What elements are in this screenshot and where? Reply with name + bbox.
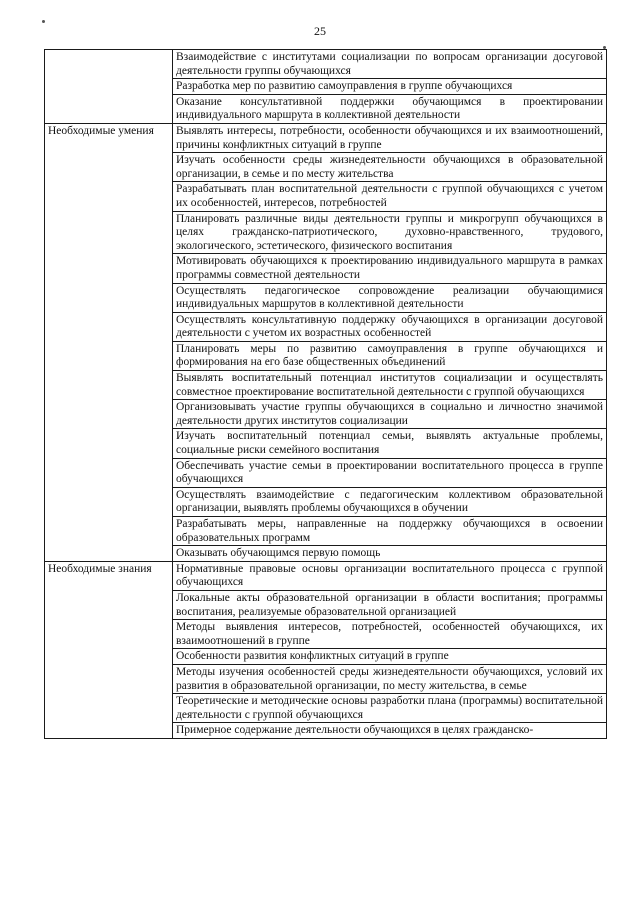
table-cell: Обеспечивать участие семьи в проектировании воспитательного процесса в группе обучающихся: [173, 458, 607, 487]
table-body: [45, 50, 607, 739]
table-cell: Мотивировать обучающихся к проектированию индивидуального маршрута в рамках программы совместной деятельности: [173, 254, 607, 283]
table-cell: Изучать воспитательный потенциал семьи, выявлять актуальные проблемы, социальные риски семейного воспитания: [173, 429, 607, 458]
table-cell: Изучать особенности среды жизнедеятельности обучающихся в образовательной организации, в семье и по месту жительства: [173, 153, 607, 182]
table-cell: Примерное содержание деятельности обучающихся в целях гражданско-: [173, 723, 607, 739]
table-cell: Выявлять интересы, потребности, особенности обучающихся и их взаимоотношений, причины конфликтных ситуаций в группе: [173, 123, 607, 152]
table-cell: Методы выявления интересов, потребностей, особенностей обучающихся, их взаимоотношений в группе: [173, 620, 607, 649]
section-label: Необходимые умения: [45, 123, 173, 561]
table-cell: Планировать различные виды деятельности группы и микрогрупп обучающихся в целях гражданско-патриотического, духовно-нравственного, трудового, экологического, эстетического, физического воспитания: [173, 211, 607, 254]
table-cell: Оказание консультативной поддержки обучающимся в проектировании индивидуального маршрута в коллективной деятельности: [173, 94, 607, 123]
table-row: [45, 561, 607, 590]
table-row: [45, 123, 607, 152]
table-cell: Планировать меры по развитию самоуправления в группе обучающихся и формирования на его базе общественных объединений: [173, 341, 607, 370]
table-cell: Взаимодействие с институтами социализации по вопросам организации досуговой деятельности группы обучающихся: [173, 50, 607, 79]
table-cell: Разрабатывать план воспитательной деятельности с группой обучающихся с учетом их особенностей, интересов, потребностей: [173, 182, 607, 211]
table-row: [45, 50, 607, 79]
table-cell: Теоретические и методические основы разработки плана (программы) воспитательной деятельности с группой обучающихся: [173, 694, 607, 723]
section-label: Необходимые знания: [45, 561, 173, 738]
table-cell: Разработка мер по развитию самоуправления в группе обучающихся: [173, 79, 607, 95]
table-cell: Организовывать участие группы обучающихся в социально и личностно значимой деятельности других институтов социализации: [173, 400, 607, 429]
table-cell: Осуществлять педагогическое сопровождение реализации обучающимися индивидуальных маршрутов в коллективной деятельности: [173, 283, 607, 312]
table-cell: Выявлять воспитательный потенциал институтов социализации и осуществлять совместное проектирование воспитательной деятельности с группой обучающихся: [173, 371, 607, 400]
page-number: 25: [314, 24, 326, 38]
table-cell: Разрабатывать меры, направленные на поддержку обучающихся в освоении образовательных программ: [173, 517, 607, 546]
scan-speck: [42, 20, 45, 23]
table-cell: Особенности развития конфликтных ситуаций в группе: [173, 649, 607, 665]
table-cell: Осуществлять взаимодействие с педагогическим коллективом образовательной организации, выявлять проблемы обучающихся в обучении: [173, 487, 607, 516]
competency-table: [44, 49, 607, 739]
table-cell: Оказывать обучающимся первую помощь: [173, 546, 607, 562]
table-cell: Методы изучения особенностей среды жизнедеятельности обучающихся, условий их развития в образовательной организации, по месту жительства, в семье: [173, 664, 607, 693]
table-cell: Локальные акты образовательной организации в области воспитания; программы воспитания, реализуемые образовательной организацией: [173, 590, 607, 619]
table-cell: Нормативные правовые основы организации воспитательного процесса с группой обучающихся: [173, 561, 607, 590]
section-label: [45, 50, 173, 124]
table-cell: Осуществлять консультативную поддержку обучающихся в организации досуговой деятельности с учетом их возрастных особенностей: [173, 312, 607, 341]
